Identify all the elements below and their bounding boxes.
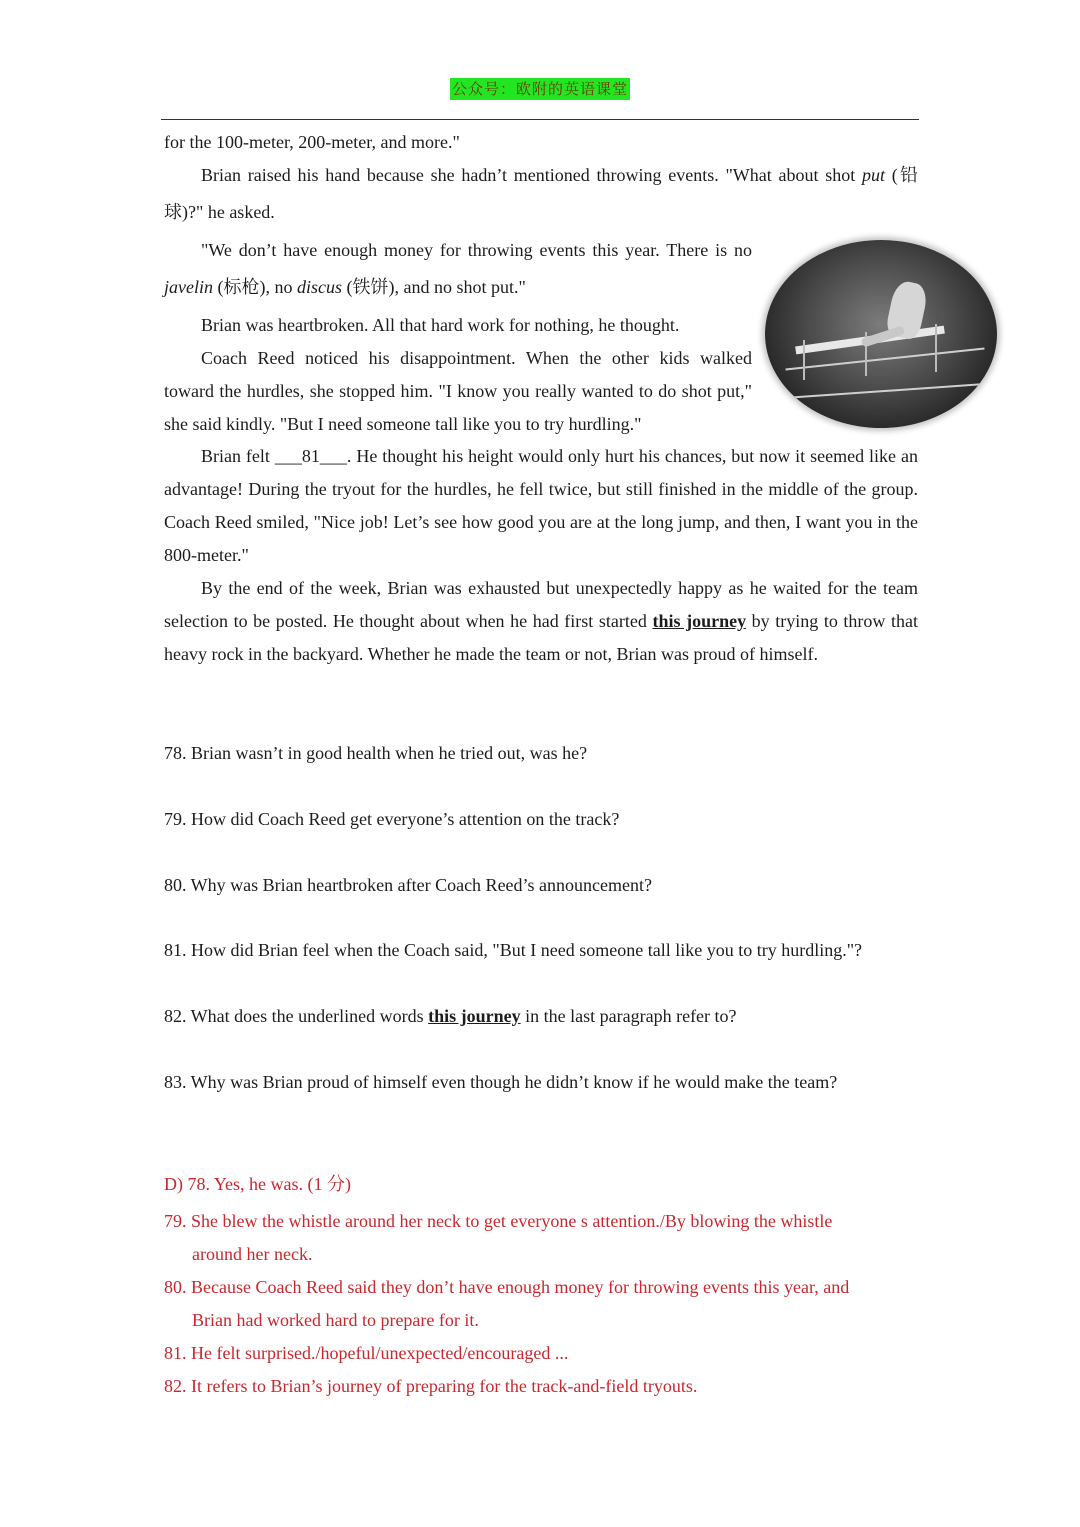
answer-line: Brian had worked hard to prepare for it. (192, 1310, 479, 1330)
passage-paragraph-6 (164, 572, 918, 671)
header-divider (161, 119, 919, 120)
passage-text: Brian raised his hand because she hadn’t mentioned throwing events. "What about shot (201, 165, 862, 185)
question-83: 83. Why was Brian proud of himself even though he didn’t know if he would make the team? (164, 1072, 838, 1092)
question-78: 78. Brian wasn’t in good health when he tried out, was he? (164, 743, 588, 763)
question-82 (164, 1003, 737, 1029)
blank-81: ___81___ (274, 446, 347, 466)
passage-text: . He thought his height would only hurt his chances, but now it seemed like an advantage! During the tryout for the hurdles, he fell twice, but still finished in the middle of the group. Coach Reed smiled, "Nice job! Let’s see how good you are at the long jump, and then, I want you in the 800-meter." (164, 446, 918, 565)
passage-paragraph-1 (164, 157, 918, 231)
passage-text: (铁饼), and no shot put." (341, 277, 526, 297)
passage-text: (标枪), no (212, 277, 297, 297)
question-text: in the last paragraph refer to? (520, 1006, 737, 1026)
answer-line: around her neck. (192, 1244, 313, 1264)
passage-text: Brian felt (201, 446, 275, 466)
header-tag: 公众号：欧附的英语课堂 (452, 80, 629, 98)
italic-word: put (862, 165, 886, 185)
question-79: 79. How did Coach Reed get everyone’s attention on the track? (164, 809, 620, 829)
answer-line: 79. She blew the whistle around her neck to get everyone s attention./By blowing the whistle (164, 1211, 833, 1231)
passage-text: by trying to throw that heavy rock in the backyard. Whether he made the team or not, Brian was proud of himself. (164, 611, 919, 664)
answer-78: D) 78. Yes, he was. (1 分) (164, 1174, 351, 1194)
passage-text: "We don’t have enough money for throwing events this year. There is no (201, 240, 752, 260)
hurdling-photo (765, 240, 997, 428)
passage-paragraph-3: Brian was heartbroken. All that hard work for nothing, he thought. (201, 315, 680, 335)
answer-line: 80. Because Coach Reed said they don’t have enough money for throwing events this year, and (164, 1277, 850, 1297)
underlined-phrase: this journey (428, 1006, 521, 1026)
italic-word: discus (296, 277, 342, 297)
passage-text: By the end of the week, Brian was exhausted but unexpectedly happy as he waited for the team selection to be posted. He thought about when he had first started (164, 578, 918, 631)
passage-paragraph-5 (164, 440, 918, 572)
question-text: 82. What does the underlined words (164, 1006, 429, 1026)
passage-paragraph-2 (164, 232, 752, 306)
italic-word: javelin (164, 277, 213, 297)
underlined-phrase: this journey (652, 611, 747, 631)
question-81: 81. How did Brian feel when the Coach said, "But I need someone tall like you to try hurdling."? (164, 940, 863, 960)
answer-80 (164, 1271, 904, 1337)
answer-81: 81. He felt surprised./hopeful/unexpected/encouraged ... (164, 1343, 569, 1363)
answer-82: 82. It refers to Brian’s journey of preparing for the track-and-field tryouts. (164, 1376, 698, 1396)
question-80: 80. Why was Brian heartbroken after Coach Reed’s announcement? (164, 875, 652, 895)
passage-paragraph-4: Coach Reed noticed his disappointment. When the other kids walked toward the hurdles, she stopped him. "I know you really wanted to do shot put," she said kindly. "But I need someone tall like you to try hurdling." (164, 348, 752, 434)
answer-79 (164, 1205, 904, 1271)
passage-paragraph-0: for the 100-meter, 200-meter, and more." (164, 132, 460, 152)
passage-text: (铅球)?" he asked. (164, 165, 918, 222)
